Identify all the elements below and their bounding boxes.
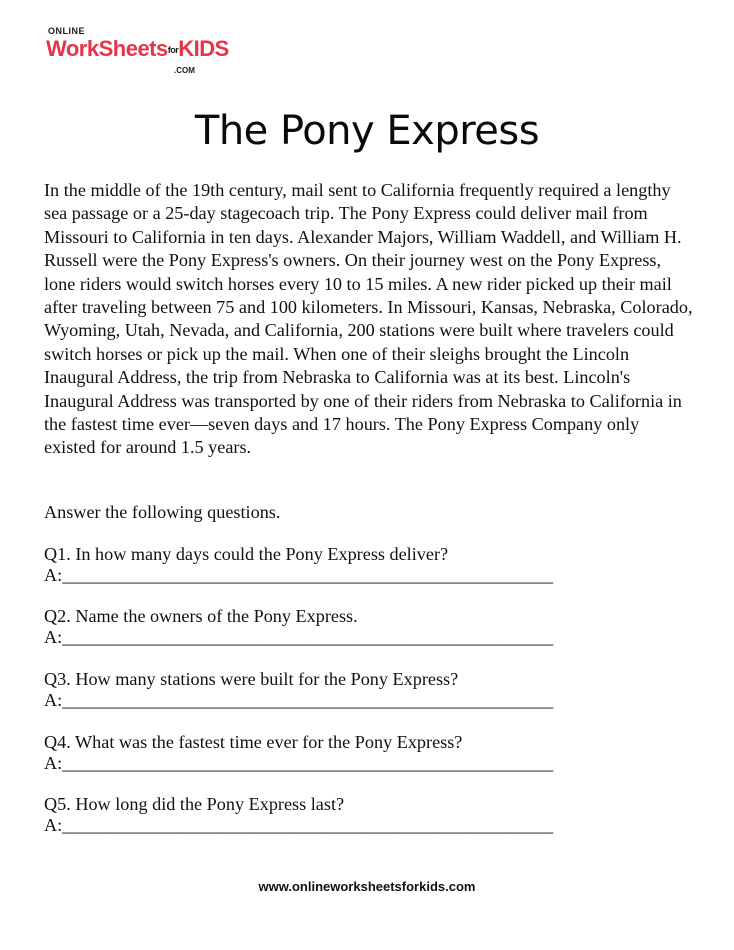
question-3 xyxy=(44,669,553,711)
question-1 xyxy=(44,544,553,586)
answer-line[interactable]: A:______________________________________________________ xyxy=(44,627,554,647)
question-4 xyxy=(44,732,553,774)
site-logo xyxy=(46,26,229,82)
question-text: Q3. How many stations were built for the Pony Express? xyxy=(44,669,459,689)
logo-worksheets-text: WorkSheets xyxy=(46,36,168,61)
logo-main-text xyxy=(46,36,229,62)
logo-com-text: .COM xyxy=(174,66,195,75)
question-text: Q4. What was the fastest time ever for the Pony Express? xyxy=(44,732,463,752)
logo-kids-text: KIDS xyxy=(178,36,229,61)
answer-line[interactable]: A:______________________________________________________ xyxy=(44,565,554,585)
answer-line[interactable]: A:______________________________________________________ xyxy=(44,690,554,710)
worksheet-title: The Pony Express xyxy=(194,108,540,154)
answer-line[interactable]: A:______________________________________________________ xyxy=(44,753,554,773)
question-text: Q2. Name the owners of the Pony Express. xyxy=(44,606,358,626)
instructions: Answer the following questions. xyxy=(44,502,281,522)
answer-line[interactable]: A:______________________________________________________ xyxy=(44,815,554,835)
logo-online-text: ONLINE xyxy=(48,26,86,36)
logo-for-text: for xyxy=(167,45,179,56)
question-2 xyxy=(44,606,553,648)
reading-passage: In the middle of the 19th century, mail sent to California frequently required a lengthy sea passage or a 25-day stagecoach trip. The Pony Express could deliver mail from Missouri to California in ten days. Alexander Majors, William Waddell, and William H. Russell were the Pony Express's owners. On their journey west on the Pony Express, lone riders would switch horses every 10 to 15 miles. A new rider picked up their mail after traveling between 75 and 100 kilometers. In Missouri, Kansas, Nebraska, Colorado, Wyoming, Utah, Nevada, and California, 200 stations were built where travelers could switch horses or pick up the mail. When one of their sleighs brought the Lincoln Inaugural Address, the trip from Nebraska to California was at its best. Lincoln's Inaugural Address was transported by one of their riders from Nebraska to California in the fastest time ever—seven days and 17 hours. The Pony Express Company only existed for around 1.5 years. xyxy=(44,180,693,458)
question-text: Q5. How long did the Pony Express last? xyxy=(44,794,345,814)
question-5 xyxy=(44,794,553,836)
question-text: Q1. In how many days could the Pony Express deliver? xyxy=(44,544,449,564)
footer-url: www.onlineworksheetsforkids.com xyxy=(258,879,476,894)
